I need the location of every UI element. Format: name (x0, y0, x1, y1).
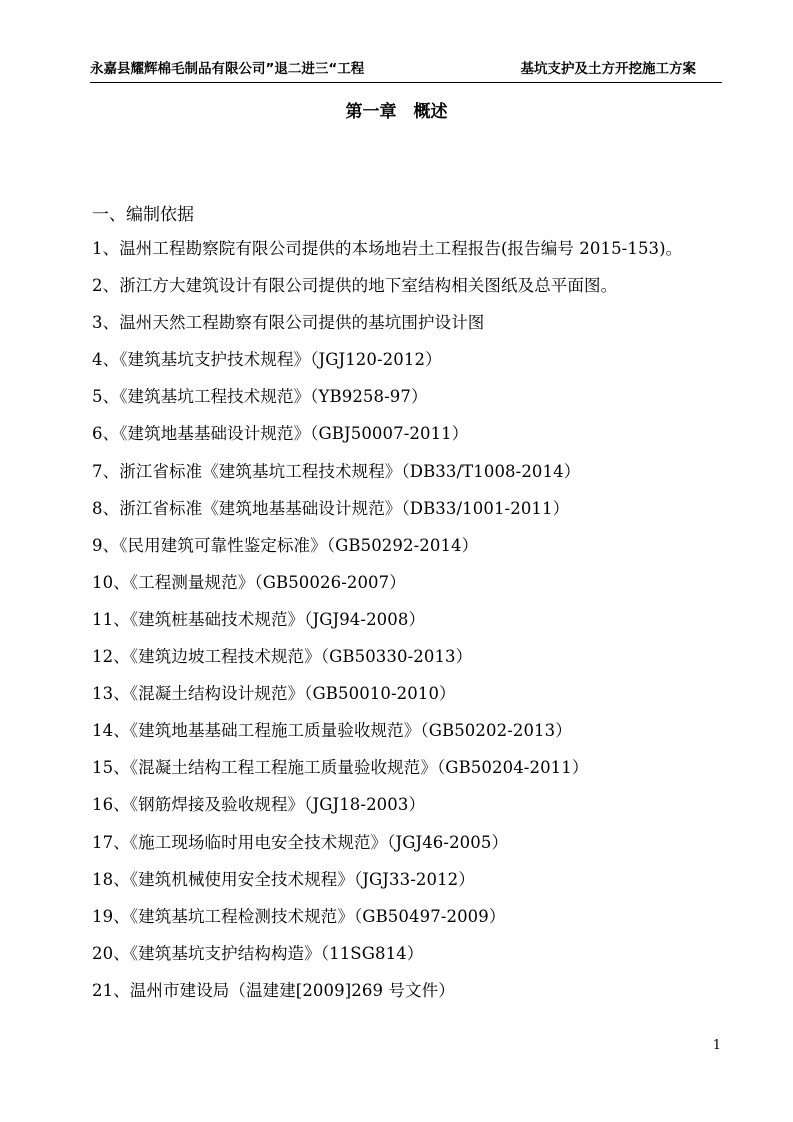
reference-list (92, 235, 682, 1014)
list-item: 10、《工程测量规范》（GB50026-2007） (92, 572, 406, 592)
list-item: 21、温州市建设局（温建建[2009]269 号文件） (92, 980, 455, 1000)
list-item: 5、《建筑基坑工程技术规范》（YB9258-97） (92, 387, 428, 407)
list-item: 13、《混凝土结构设计规范》（GB50010-2010） (92, 684, 456, 704)
list-item: 8、浙江省标准《建筑地基基础设计规范》（DB33/1001-2011） (92, 498, 570, 518)
page-header (90, 58, 722, 83)
header-document-title: 基坑支护及土方开挖施工方案 (520, 61, 696, 77)
list-item: 19、《建筑基坑工程检测技术规范》（GB50497-2009） (92, 906, 506, 926)
list-item: 15、《混凝土结构工程工程施工质量验收规范》（GB50204-2011） (92, 758, 589, 778)
list-item: 16、《钢筋焊接及验收规程》（JGJ18-2003） (92, 795, 426, 815)
list-item: 18、《建筑机械使用安全技术规程》（JGJ33-2012） (92, 869, 475, 889)
list-item: 1、温州工程勘察院有限公司提供的本场地岩土工程报告(报告编号 2015-153)。 (92, 239, 683, 258)
chapter-title: 第一章 概述 (345, 102, 448, 122)
list-item: 7、浙江省标准《建筑基坑工程技术规程》（DB33/T1008-2014） (92, 461, 581, 481)
section-heading: 一、编制依据 (92, 205, 194, 225)
list-item: 17、《施工现场临时用电安全技术规范》（JGJ46-2005） (92, 832, 509, 852)
page-number: 1 (712, 1038, 721, 1053)
list-item: 12、《建筑边坡工程技术规范》（GB50330-2013） (92, 647, 473, 667)
list-item: 14、《建筑地基基础工程施工质量验收规范》（GB50202-2013） (92, 721, 572, 741)
list-item: 4、《建筑基坑支护技术规程》（JGJ120-2012） (92, 350, 442, 370)
list-item: 6、《建筑地基基础设计规范》（GBJ50007-2011） (92, 424, 469, 444)
list-item: 2、浙江方大建筑设计有限公司提供的地下室结构相关图纸及总平面图。 (92, 276, 618, 296)
header-project-title: 永嘉县耀辉棉毛制品有限公司”退二进三“工程 (90, 61, 365, 77)
list-item: 11、《建筑桩基础技术规范》（JGJ94-2008） (92, 609, 426, 629)
list-item: 3、温州天然工程勘察有限公司提供的基坑围护设计图 (92, 313, 485, 333)
list-item: 9、《民用建筑可靠性鉴定标准》（GB50292-2014） (92, 535, 479, 555)
list-item: 20、《建筑基坑支护结构构造》（11SG814） (92, 943, 424, 963)
